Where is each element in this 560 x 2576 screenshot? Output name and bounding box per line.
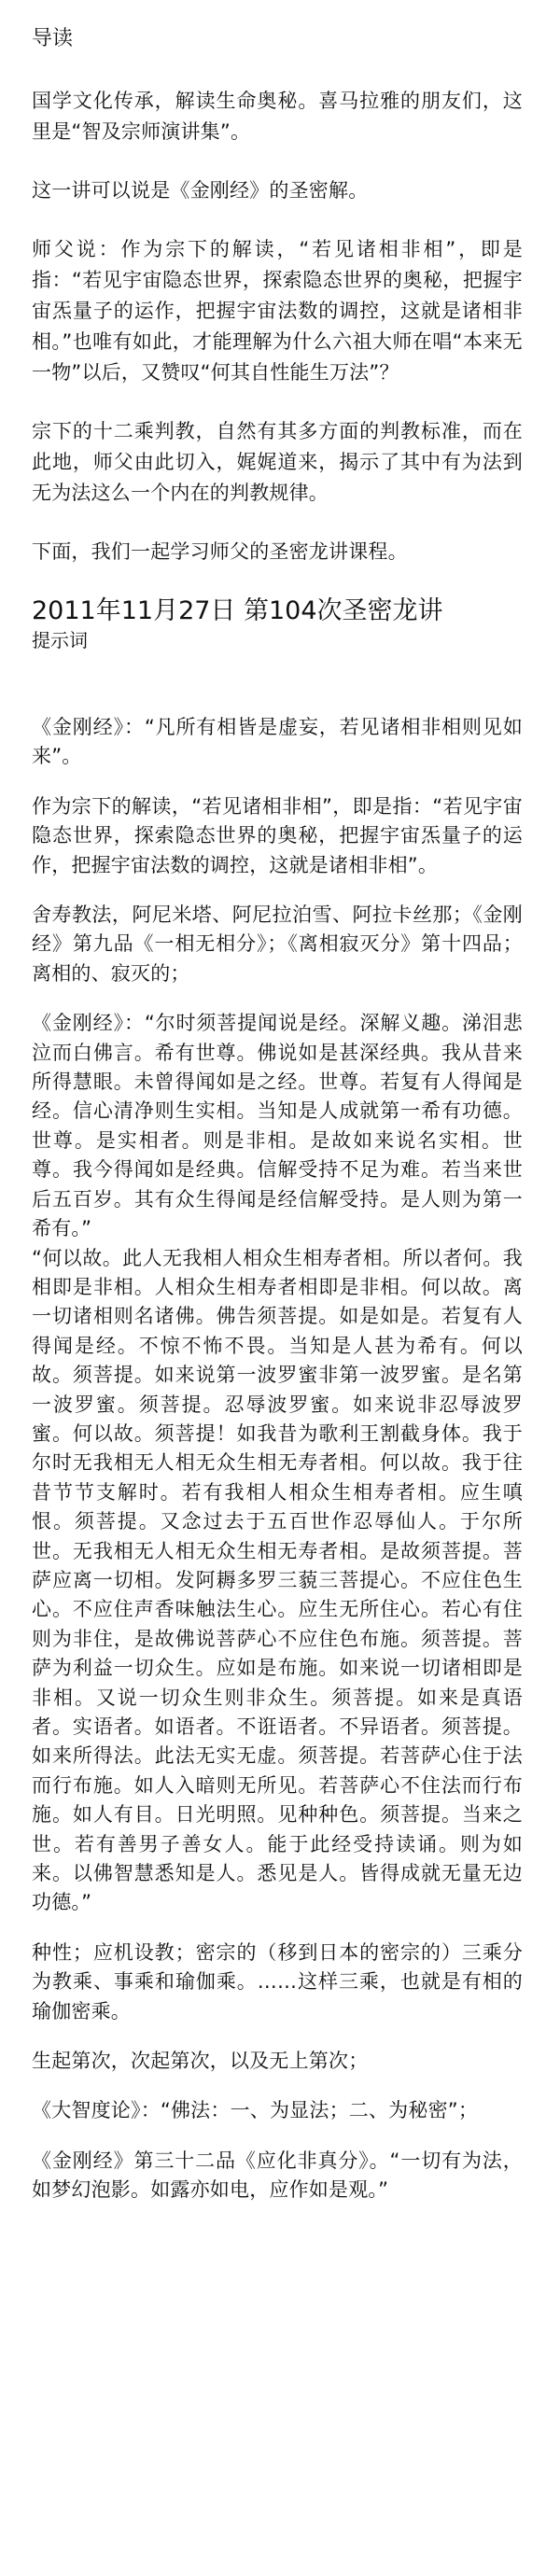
intro-paragraph-1: 国学文化传承，解读生命奥秘。喜马拉雅的朋友们，这里是“智及宗师演讲集”。	[32, 90, 523, 143]
body-paragraph-9: 《金刚经》第三十二品《应化非真分》。“一切有为法，如梦幻泡影。如露亦如电，应作如是观。”	[32, 2149, 523, 2202]
body-paragraph-2: 作为宗下的解读，“若见诸相非相”，即是指：“若见宇宙隐态世界，探索隐态世界的奥秘，把握宇宙炁量子的运作，把握宇宙法数的调控，这就是诸相非相”。	[32, 794, 523, 876]
intro-paragraph-4: 宗下的十二乘判教，自然有其多方面的判教标准，而在此地，师父由此切入，娓娓道来，揭示了其中有为法到无为法这么一个内在的判教规律。	[32, 420, 523, 504]
body-paragraph-6: 种性；应机设教；密宗的（移到日本的密宗的）三乘分为教乘、事乘和瑜伽乘。……这样三乘，也就是有相的瑜伽密乘。	[32, 1940, 523, 2023]
body-paragraph-4: 《金刚经》：“尔时须菩提闻说是经。深解义趣。涕泪悲泣而白佛言。希有世尊。佛说如是甚深经典。我从昔来所得慧眼。未曾得闻如是之经。世尊。若复有人得闻是经。信心清净则生实相。当知是人成就第一希有功德。世尊。是实相者。则是非相。是故如来说名实相。世尊。我今得闻如是经典。信解受持不足为难。若当来世后五百岁。其有众生得闻是经信解受持。是人则为第一希有。”	[32, 1012, 523, 1240]
body-paragraph-3: 舍寿教法，阿尼米塔、阿尼拉泊雪、阿拉卡丝那；《金刚经》第九品《一相无相分》；《离相寂灭分》第十四品；离相的、寂灭的；	[32, 903, 523, 985]
body-paragraph-1: 《金刚经》：“凡所有相皆是虚妄，若见诸相非相则见如来”。	[32, 716, 523, 768]
session-title: 2011年11月27日 第104次圣密龙讲	[32, 596, 443, 625]
intro-paragraph-5: 下面，我们一起学习师父的圣密龙讲课程。	[32, 540, 408, 563]
session-subtitle: 提示词	[32, 629, 88, 651]
body-paragraph-5: “何以故。此人无我相人相众生相寿者相。所以者何。我相即是非相。人相众生相寿者相即是非相。何以故。离一切诸相则名诸佛。佛告须菩提。如是如是。若复有人得闻是经。不惊不怖不畏。当知是人甚为希有。何以故。须菩提。如来说第一波罗蜜非第一波罗蜜。是名第一波罗蜜。须菩提。忍辱波罗蜜。如来说非忍辱波罗蜜。何以故。须菩提！如我昔为歌利王割截身体。我于尔时无我相无人相无众生相无寿者相。何以故。我于往昔节节支解时。若有我相人相众生相寿者相。应生嗔恨。须菩提。又念过去于五百世作忍辱仙人。于尔所世。无我相无人相无众生相无寿者相。是故须菩提。菩萨应离一切相。发阿耨多罗三藐三菩提心。不应住色生心。不应住声香味触法生心。应生无所住心。若心有住则为非住，是故佛说菩萨心不应住色布施。须菩提。菩萨为利益一切众生。应如是布施。如来说一切诸相即是非相。又说一切众生则非众生。须菩提。如来是真语者。实语者。如语者。不诳语者。不异语者。须菩提。如来所得法。此法无实无虚。须菩提。若菩萨心住于法而行布施。如人入暗则无所见。若菩萨心不住法而行布施。如人有目。日光明照。见种种色。须菩提。当来之世。若有善男子善女人。能于此经受持读诵。则为如来。以佛智慧悉知是人。悉见是人。皆得成就无量无边功德。”	[32, 1246, 523, 1914]
body-paragraph-8: 《大智度论》：“佛法：一、为显法；二、为秘密”；	[32, 2099, 479, 2122]
guide-heading: 导读	[32, 27, 74, 50]
intro-paragraph-3: 师父说：作为宗下的解读，“若见诸相非相”，即是指：“若见宇宙隐态世界，探索隐态世界的奥秘，把握宇宙炁量子的运作，把握宇宙法数的调控，这就是诸相非相。”也唯有如此，才能理解为什么六祖大师在唱“本来无一物”以后，又赞叹“何其自性能生万法”？	[32, 238, 523, 384]
intro-paragraph-2: 这一讲可以说是《金刚经》的圣密解。	[32, 179, 369, 202]
body-paragraph-7: 生起第次，次起第次，以及无上第次；	[32, 2050, 369, 2073]
